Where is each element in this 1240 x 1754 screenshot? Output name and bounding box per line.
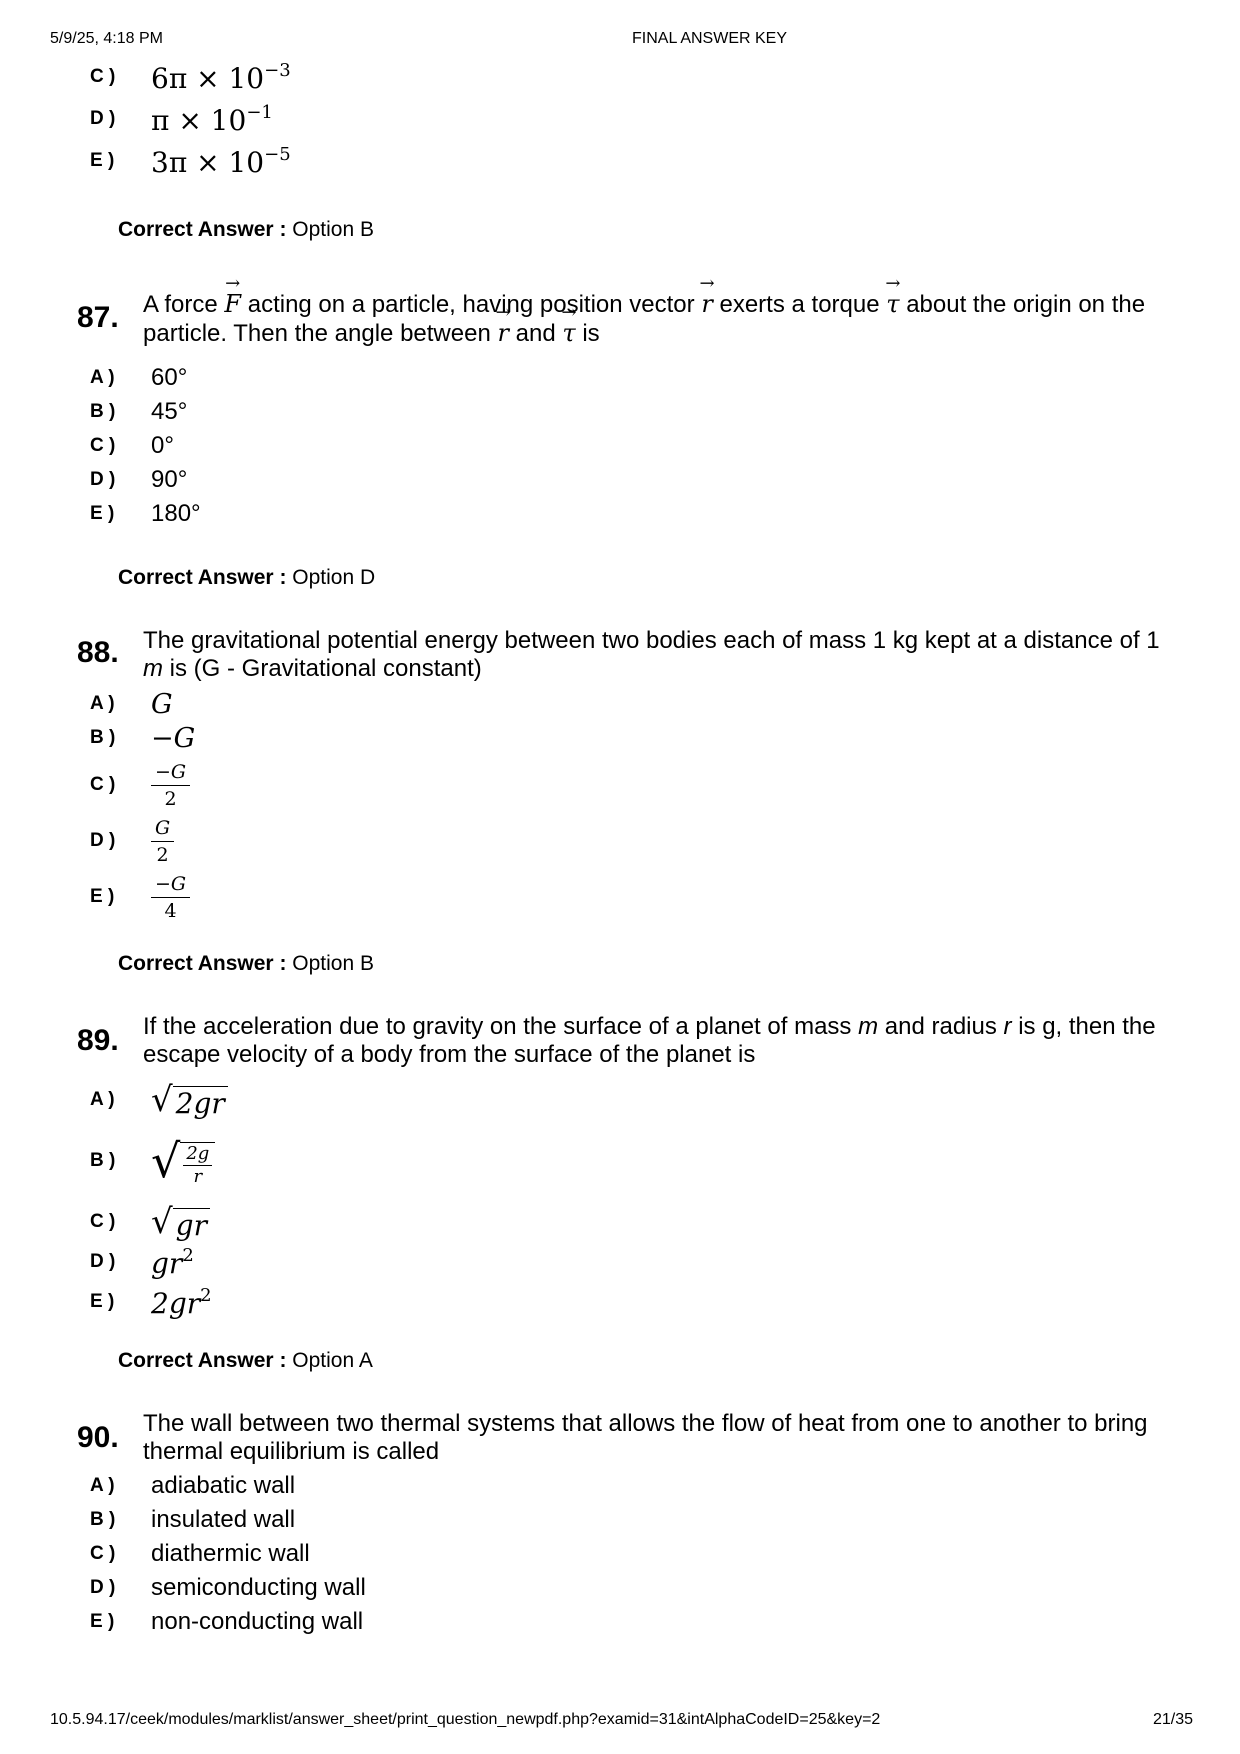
option-b: B ) −G bbox=[90, 722, 196, 754]
option-d: D ) $gr^2$ bbox=[90, 1244, 194, 1280]
option-value: $\pi \times 10^{-1}$ bbox=[151, 101, 273, 137]
correct-answer: Correct Answer : Option B bbox=[118, 218, 374, 241]
question-number: 89. bbox=[77, 1024, 119, 1057]
question-text: The wall between two thermal systems that allows the flow of heat from one to another to bring thermal equilibrium is called bbox=[143, 1410, 1148, 1465]
fraction: $\frac{-G}{2}$ bbox=[151, 759, 190, 812]
question-number: 87. bbox=[77, 301, 119, 334]
option-e: E ) non-conducting wall bbox=[90, 1608, 364, 1635]
option-c bbox=[90, 61, 291, 93]
question-text: The gravitational potential energy between two bodies each of mass 1 kg kept at a distance of 1 m is (G - Gravitational constant) bbox=[143, 627, 1160, 682]
question-number: 90. bbox=[77, 1421, 119, 1454]
square-root: √ 2gr bbox=[151, 1080, 228, 1120]
option-a: A ) adiabatic wall bbox=[90, 1472, 296, 1499]
option-a: A ) G bbox=[90, 688, 173, 720]
option-a: A ) 60° bbox=[90, 364, 188, 391]
option-d: D ) semiconducting wall bbox=[90, 1574, 366, 1601]
option-e: E ) $\frac{-G}{4}$ bbox=[90, 868, 190, 926]
square-root: √ gr bbox=[151, 1202, 210, 1242]
correct-answer: Correct Answer : Option A bbox=[118, 1349, 373, 1372]
square-root: √ 2g r bbox=[151, 1134, 215, 1188]
option-b: B ) 45° bbox=[90, 398, 188, 425]
option-b: B ) insulated wall bbox=[90, 1506, 296, 1533]
option-c: C ) $\frac{-G}{2}$ bbox=[90, 756, 190, 814]
option-d: D ) 90° bbox=[90, 466, 188, 493]
option-d: D ) $\frac{G}{2}$ bbox=[90, 812, 174, 870]
page-number: 21/35 bbox=[1153, 1711, 1194, 1728]
option-a: A ) √ 2gr bbox=[90, 1078, 228, 1122]
option-value: $3\pi \times 10^{-5}$ bbox=[151, 143, 291, 179]
correct-answer: Correct Answer : Option D bbox=[118, 566, 376, 589]
question-text: If the acceleration due to gravity on the surface of a planet of mass m and radius r is g, then the escape velocity of a body from the surface of the planet is bbox=[143, 1013, 1156, 1068]
correct-answer: Correct Answer : Option B bbox=[118, 952, 374, 975]
option-letter: D ) bbox=[90, 108, 116, 129]
option-letter: E ) bbox=[90, 150, 115, 171]
option-e: E ) $2gr^2$ bbox=[90, 1284, 212, 1320]
option-d bbox=[90, 103, 273, 135]
question-number: 88. bbox=[77, 636, 119, 669]
option-c: C ) √ gr bbox=[90, 1202, 210, 1242]
question-text: A force → F acting on a particle, having position vector → r exerts a torque → τ about the origin on the particle. Then the angle between → r and → τ is bbox=[143, 290, 1173, 348]
option-b: B ) √ 2g r bbox=[90, 1128, 215, 1194]
option-e bbox=[90, 145, 291, 177]
page-url: 10.5.94.17/ceek/modules/marklist/answer_sheet/print_question_newpdf.php?examid=31&intAlphaCodeID=25&key=2 bbox=[50, 1711, 881, 1728]
option-c: C ) 0° bbox=[90, 432, 174, 459]
print-datetime: 5/9/25, 4:18 PM bbox=[50, 30, 163, 47]
option-e: E ) 180° bbox=[90, 500, 201, 527]
option-c: C ) diathermic wall bbox=[90, 1540, 310, 1567]
page-title: FINAL ANSWER KEY bbox=[632, 30, 787, 47]
option-value: $6\pi \times 10^{-3}$ bbox=[151, 59, 291, 95]
fraction: $\frac{-G}{4}$ bbox=[151, 871, 190, 924]
option-letter: C ) bbox=[90, 66, 116, 87]
fraction: $\frac{G}{2}$ bbox=[151, 815, 174, 868]
